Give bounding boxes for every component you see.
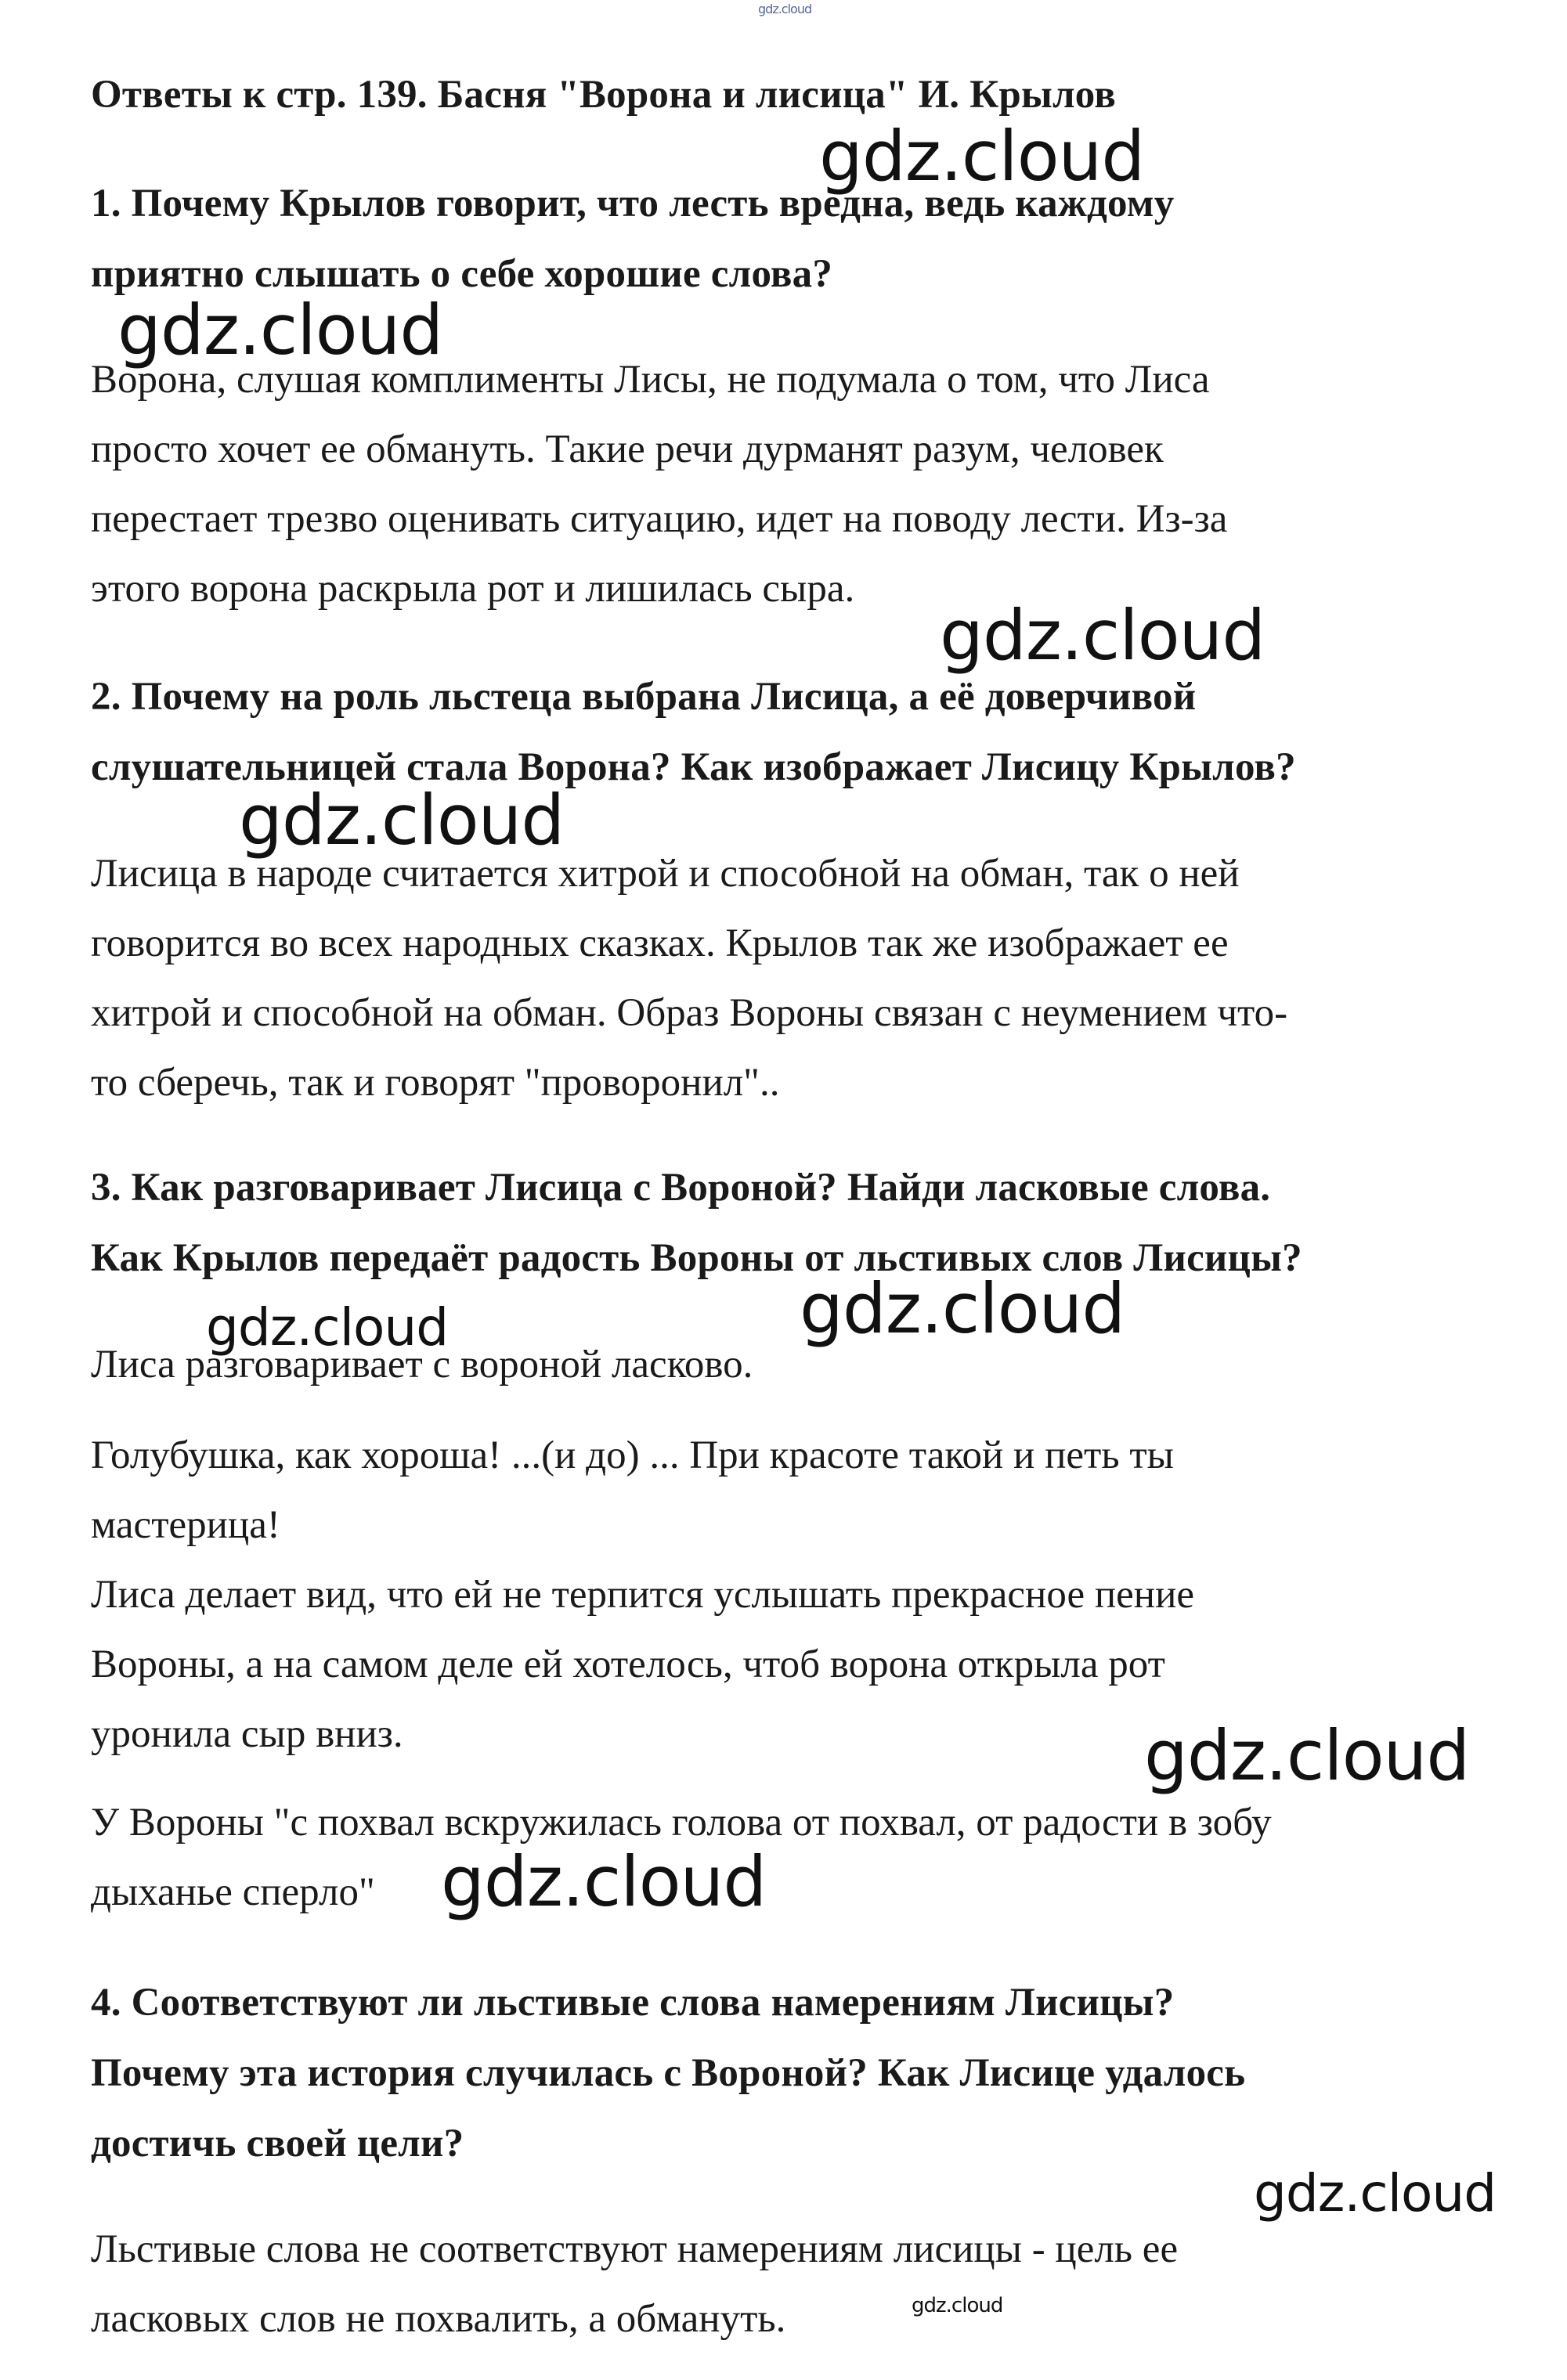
question-line: 4. Соответствуют ли льстивые слова намерениям Лисицы? xyxy=(91,1981,1175,2025)
answer-line: Голубушка, как хороша! ...(и до) ... При красоте такой и петь ты xyxy=(91,1433,1174,1477)
question-line: 1. Почему Крылов говорит, что лесть вредна, ведь каждому xyxy=(91,182,1175,225)
question-line: слушательницей стала Ворона? Как изображает Лисицу Крылов? xyxy=(91,745,1296,789)
answer-line: Лисица в народе считается хитрой и способной на обман, так о ней xyxy=(91,852,1240,896)
question-line: 3. Как разговаривает Лисица с Вороной? Найди ласковые слова. xyxy=(91,1166,1271,1210)
watermark: gdz.cloud xyxy=(1254,2163,1497,2223)
answer-1 xyxy=(91,345,1227,624)
watermark: gdz.cloud xyxy=(800,1268,1125,1349)
watermark: gdz.cloud xyxy=(912,2294,1003,2317)
answer-line: то сберечь, так и говорят "проворонил".. xyxy=(91,1061,780,1105)
answer-2 xyxy=(91,839,1287,1118)
question-line: достичь своей цели? xyxy=(91,2122,464,2165)
top-watermark: gdz.cloud xyxy=(758,2,812,16)
answer-line: У Вороны "с похвал вскружилась голова от похвал, от радости в зобу xyxy=(91,1801,1272,1844)
page-title: Ответы к стр. 139. Басня "Ворона и лисица" И. Крылов xyxy=(91,73,1116,117)
answer-line: Лиса разговаривает с вороной ласково. xyxy=(91,1343,753,1387)
answer-line: перестает трезво оценивать ситуацию, идет на поводу лести. Из-за xyxy=(91,497,1228,541)
question-line: 2. Почему на роль льстеца выбрана Лисица, а её доверчивой xyxy=(91,675,1197,719)
watermark: gdz.cloud xyxy=(239,780,565,860)
answer-line: хитрой и способной на обман. Образ Вороны связан с неумением что- xyxy=(91,991,1288,1035)
watermark: gdz.cloud xyxy=(940,595,1266,676)
answer-line: этого ворона раскрыла рот и лишилась сыра. xyxy=(91,567,855,611)
answer-line: говорится во всех народных сказках. Крылов так же изображает ее xyxy=(91,921,1229,965)
answer-4 xyxy=(91,2215,1178,2354)
watermark: gdz.cloud xyxy=(206,1297,449,1358)
answer-line: Вороны, а на самом деле ей хотелось, чтоб ворона открыла рот xyxy=(91,1643,1165,1686)
question-line: Почему эта история случилась с Вороной? Как Лисице удалось xyxy=(91,2051,1246,2095)
answer-line: Льстивые слова не соответствуют намерениям лисицы - цель ее xyxy=(91,2227,1179,2271)
question-4 xyxy=(91,1967,1245,2179)
watermark: gdz.cloud xyxy=(1144,1715,1470,1796)
answer-line: просто хочет ее обмануть. Такие речи дурманят разум, человек xyxy=(91,427,1164,471)
answer-line: Лиса делает вид, что ей не терпится услышать прекрасное пение xyxy=(91,1573,1194,1617)
answer-line: дыханье сперло" xyxy=(91,1870,375,1914)
watermark: gdz.cloud xyxy=(441,1841,767,1922)
answer-line: ласковых слов не похвалить, а обмануть. xyxy=(91,2297,786,2341)
answer-3-body xyxy=(91,1421,1194,1769)
question-line: приятно слышать о себе хорошие слова? xyxy=(91,252,833,296)
watermark: gdz.cloud xyxy=(117,290,443,370)
answer-line: Ворона, слушая комплименты Лисы, не подумала о том, что Лиса xyxy=(91,358,1210,402)
answer-line: уронила сыр вниз. xyxy=(91,1712,403,1756)
answer-line: мастерица! xyxy=(91,1503,280,1547)
watermark: gdz.cloud xyxy=(819,116,1145,197)
question-line: Как Крылов передаёт радость Вороны от льстивых слов Лисицы? xyxy=(91,1236,1302,1280)
